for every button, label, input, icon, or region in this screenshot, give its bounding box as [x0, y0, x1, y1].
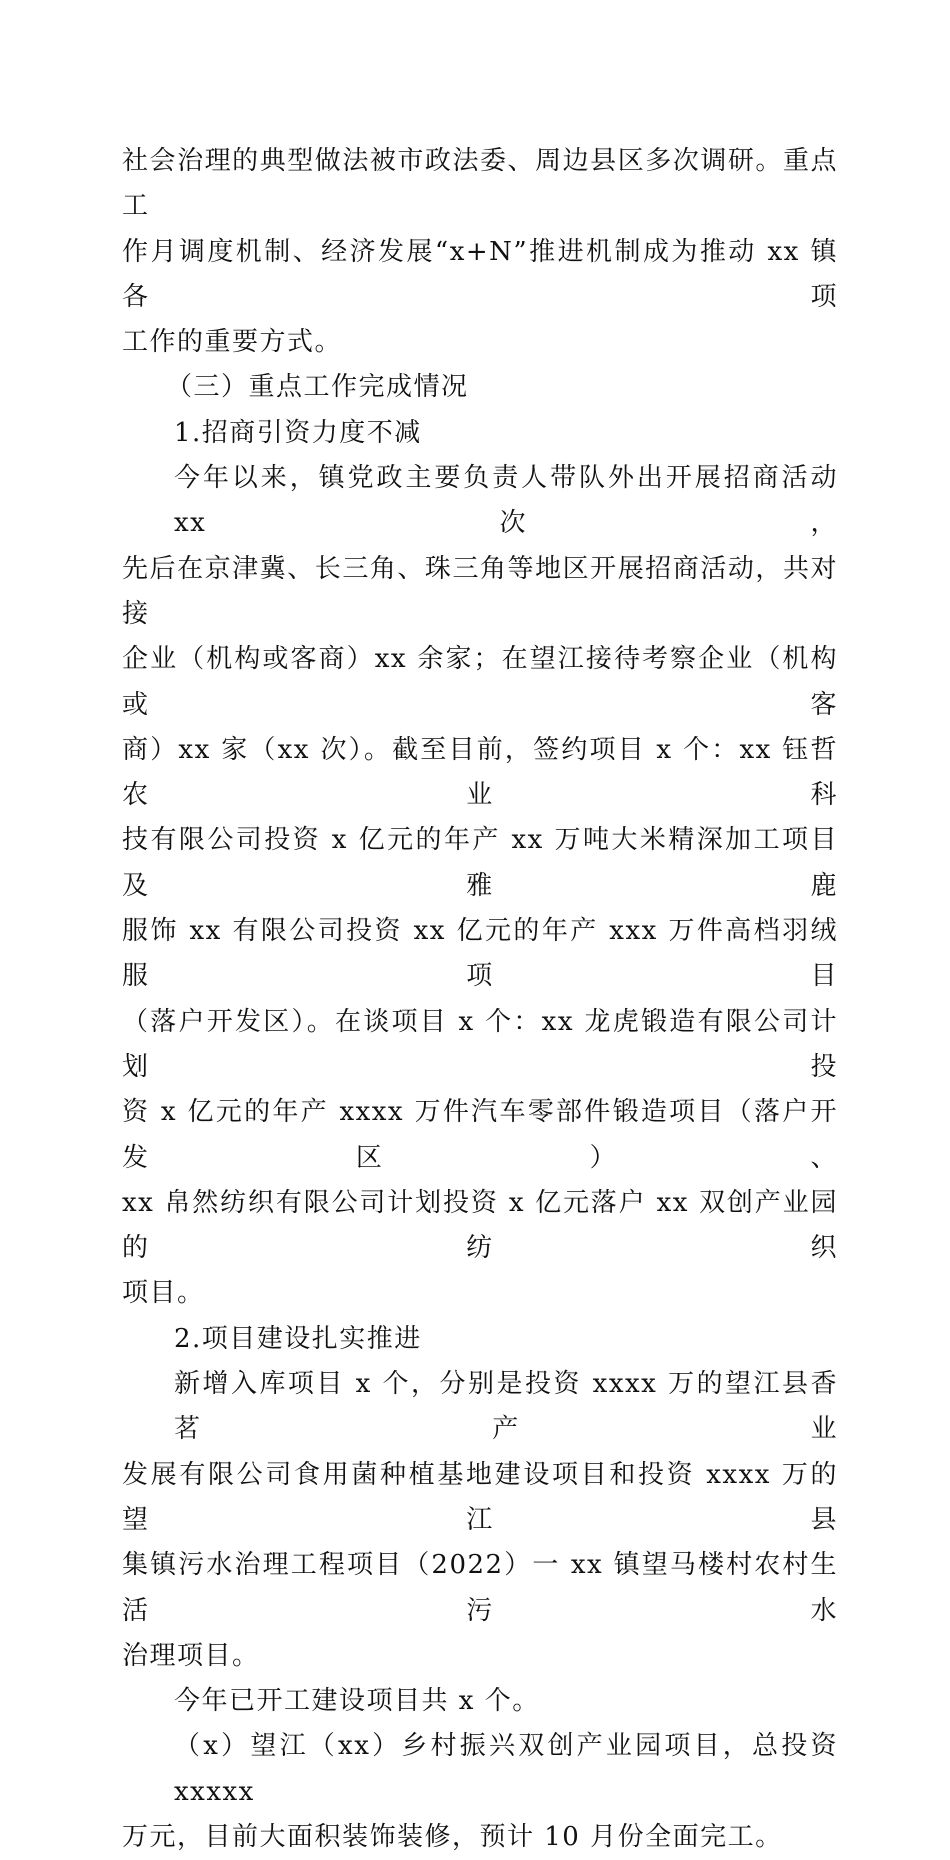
paragraph-new-projects	[122, 1362, 838, 1679]
heading-text: （三）重点工作完成情况	[166, 372, 469, 403]
text-line: 企业（机构或客商）xx 余家；在望江接待考察企业（机构或客	[122, 644, 838, 720]
text-line: 万元，目前大面积装饰装修，预计 10 月份全面完工。	[122, 1821, 783, 1852]
paragraph-investment-attraction	[122, 456, 838, 1317]
document-page	[122, 139, 838, 1860]
text-line: 资 x 亿元的年产 xxxx 万件汽车零部件锻造项目（落户开发区）、	[122, 1097, 838, 1173]
text-line: 今年以来，镇党政主要负责人带队外出开展招商活动 xx 次，	[174, 463, 838, 539]
text-line: 技有限公司投资 x 亿元的年产 xx 万吨大米精深加工项目及雅鹿	[122, 825, 838, 901]
subheading-investment-attraction	[122, 411, 838, 456]
text-line: 发展有限公司食用菌种植基地建设项目和投资 xxxx 万的望江县	[122, 1459, 838, 1535]
text-line: （x）望江（xx）乡村振兴双创产业园项目，总投资 xxxxx	[174, 1731, 838, 1807]
text-line: 先后在京津冀、长三角、珠三角等地区开展招商活动，共对接	[122, 553, 838, 629]
subheading-project-construction	[122, 1317, 838, 1362]
text-line: 商）xx 家（xx 次）。截至目前，签约项目 x 个：xx 钰哲农业科	[122, 734, 838, 811]
text-line: 新增入库项目 x 个，分别是投资 xxxx 万的望江县香茗产业	[174, 1369, 838, 1445]
text-line: （落户开发区）。在谈项目 x 个：xx 龙虎锻造有限公司计划投	[122, 1006, 838, 1082]
text-line: 作月调度机制、经济发展“x+N”推进机制成为推动 xx 镇各项	[122, 236, 838, 312]
text-line: 治理项目。	[122, 1640, 260, 1671]
text-line: 项目。	[122, 1278, 205, 1309]
paragraph-industrial-park	[122, 1724, 838, 1860]
text-line: xx 帛然纺织有限公司计划投资 x 亿元落户 xx 双创产业园的纺织	[122, 1187, 838, 1264]
subheading-text: 1.招商引资力度不减	[174, 417, 422, 448]
subheading-text: 2.项目建设扎实推进	[174, 1323, 422, 1354]
section-heading-key-work	[122, 365, 838, 410]
text-line: 服饰 xx 有限公司投资 xx 亿元的年产 xxx 万件高档羽绒服项目	[122, 916, 838, 992]
paragraph-social-governance	[122, 139, 838, 365]
text-line: 工作的重要方式。	[122, 327, 343, 358]
text-line: 集镇污水治理工程项目（2022）一 xx 镇望马楼村农村生活污水	[122, 1550, 838, 1626]
paragraph-started-projects	[122, 1679, 838, 1724]
text-line: 社会治理的典型做法被市政法委、周边县区多次调研。重点工	[122, 146, 838, 222]
text-line: 今年已开工建设项目共 x 个。	[174, 1686, 540, 1717]
